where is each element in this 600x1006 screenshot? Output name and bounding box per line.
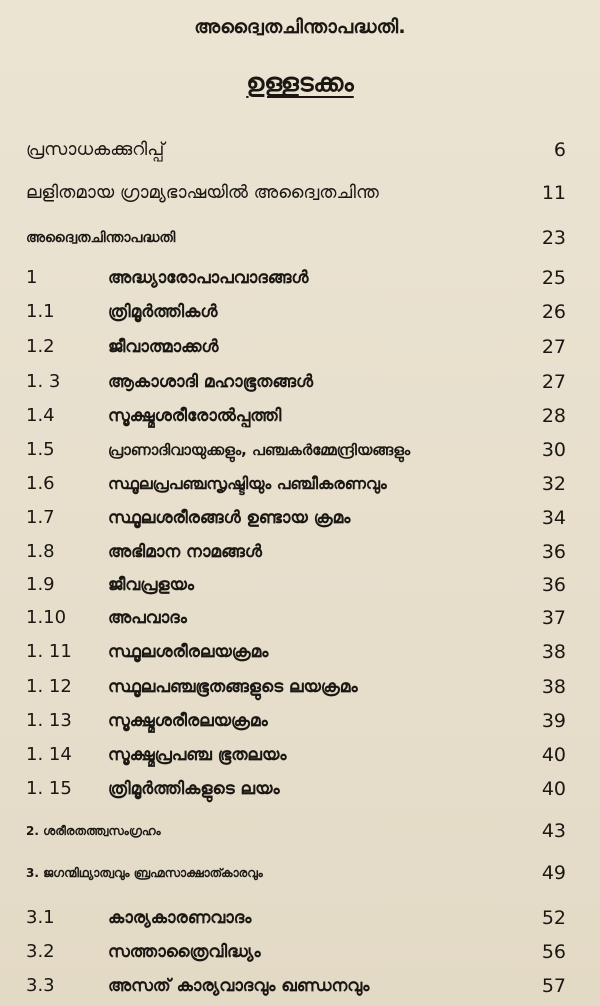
- toc-entry-title: ജീവാത്മാക്കൾ: [108, 337, 219, 357]
- toc-entry: [0, 637, 600, 667]
- toc-entry-number: 1.6: [26, 473, 55, 494]
- toc-entry-page: 25: [541, 267, 566, 289]
- toc-entry-main-heading: [0, 223, 600, 253]
- toc-entry-page: 43: [541, 820, 566, 842]
- toc-entry-number: 1. 3: [26, 371, 61, 392]
- toc-entry-page: 56: [541, 941, 566, 963]
- toc-entry-page: 36: [541, 574, 566, 596]
- toc-entry-number: 1. 14: [26, 744, 72, 765]
- toc-entry-number: 1. 11: [26, 641, 72, 662]
- toc-entry-number: 1.1: [26, 301, 55, 322]
- toc-entry-page: 38: [541, 641, 566, 663]
- toc-entry: [0, 263, 600, 293]
- book-title: അദ്വൈതചിന്താപദ്ധതി.: [194, 16, 406, 38]
- toc-entry-number: 1.10: [26, 607, 67, 628]
- toc-entry: [0, 706, 600, 736]
- toc-entry: [0, 297, 600, 327]
- toc-entry-title: അസത് കാര്യവാദവും ഖണ്ഡനവും: [108, 976, 370, 996]
- toc-entry-intro: [0, 178, 600, 208]
- toc-entry-page: 32: [541, 473, 566, 495]
- toc-entry-title: 2. ശരീരതത്ത്വസംഗ്രഹം: [26, 824, 161, 838]
- toc-entry-title: പ്രസാധകക്കുറിപ്പ്: [26, 139, 165, 160]
- toc-entry-title: അദ്വൈതചിന്താപദ്ധതി: [26, 230, 176, 246]
- toc-entry-title: സൂക്ഷ്മശരീരലയക്രമം: [108, 711, 268, 731]
- toc-entry: [0, 774, 600, 804]
- toc-entry-page: 38: [541, 676, 566, 698]
- toc-entry: [0, 503, 600, 533]
- toc-entry: [0, 570, 600, 600]
- toc-entry: [0, 469, 600, 499]
- toc-entry-number: 3.2: [26, 941, 55, 962]
- toc-entry-number: 1.4: [26, 405, 55, 426]
- toc-entry-page: 23: [541, 227, 566, 249]
- toc-entry-number: 1.5: [26, 439, 55, 460]
- toc-heading: ഉള്ളടക്കം: [246, 68, 354, 97]
- toc-entry-number: 1: [26, 267, 38, 288]
- toc-entry-page: 57: [541, 975, 566, 997]
- toc-entry-page: 49: [541, 862, 566, 884]
- toc-entry-title: അഭിമാന നാമങ്ങൾ: [108, 542, 262, 562]
- toc-entry-title: സ്ഥൂലപഞ്ചഭൂതങ്ങളുടെ ലയക്രമം: [108, 677, 358, 697]
- toc-entry-number: 1.8: [26, 541, 55, 562]
- toc-entry-title: സ്ഥൂലശരീരലയക്രമം: [108, 642, 269, 662]
- toc-entry-page: 27: [541, 371, 566, 393]
- toc-entry-title: സ്ഥൂലപ്രപഞ്ചസൃഷ്ടിയും പഞ്ചീകരണവും: [108, 474, 387, 493]
- toc-entry: [0, 603, 600, 633]
- toc-entry-title: അദ്ധ്യാരോപാപവാദങ്ങൾ: [108, 268, 309, 288]
- toc-entry: [0, 367, 600, 397]
- toc-entry-title: പ്രാണാദിവായുക്കളും, പഞ്ചകർമ്മേന്ദ്രിയങ്ങളും: [108, 441, 411, 459]
- toc-entry: [0, 672, 600, 702]
- toc-entry-title: സ്ഥൂലശരീരങ്ങൾ ഉണ്ടായ ക്രമം: [108, 508, 351, 528]
- toc-entry-page: 40: [541, 778, 566, 800]
- toc-entry-number: 3.1: [26, 907, 55, 928]
- toc-entry-title: സത്താത്രൈവിദ്ധ്യം: [108, 942, 261, 962]
- toc-entry: [0, 971, 600, 1001]
- toc-entry: [0, 435, 600, 465]
- toc-entry-page: 40: [541, 744, 566, 766]
- toc-entry-preface: [0, 135, 600, 165]
- toc-entry-page: 26: [541, 301, 566, 323]
- toc-entry-page: 28: [541, 405, 566, 427]
- toc-entry-title: ജീവപ്രളയം: [108, 575, 195, 595]
- toc-entry-number: 1.2: [26, 336, 55, 357]
- toc-entry: [0, 401, 600, 431]
- toc-entry-page: 27: [541, 336, 566, 358]
- toc-section-heading: [0, 816, 600, 846]
- toc-entry-title: സൂക്ഷ്മശരീരോൽപ്പത്തി: [108, 406, 282, 426]
- toc-entry: [0, 332, 600, 362]
- toc-entry-page: 52: [541, 907, 566, 929]
- toc-entry: [0, 937, 600, 967]
- toc-entry-title: ത്രിമൂർത്തികളുടെ ലയം: [108, 779, 280, 799]
- toc-entry-title: ത്രിമൂർത്തികൾ: [108, 302, 218, 322]
- toc-entry-number: 1. 12: [26, 676, 72, 697]
- toc-entry-title: ആകാശാദി മഹാഭൂതങ്ങൾ: [108, 372, 314, 392]
- toc-entry-title: കാര്യകാരണവാദം: [108, 908, 252, 928]
- toc-entry-title: ലളിതമായ ഗ്രാമ്യഭാഷയിൽ അദ്വൈതചിന്ത: [26, 182, 379, 203]
- toc-entry-title: 3. ജഗന്മിഥ്യാത്വവും ബ്രഹ്മസാക്ഷാത്കാരവും: [26, 866, 263, 880]
- toc-entry-page: 11: [541, 182, 566, 204]
- toc-entry-page: 30: [541, 439, 566, 461]
- toc-entry-number: 1.7: [26, 507, 55, 528]
- toc-entry-number: 1.9: [26, 574, 55, 595]
- toc-entry-number: 1. 15: [26, 778, 72, 799]
- toc-entry: [0, 740, 600, 770]
- toc-entry-page: 6: [553, 139, 566, 161]
- toc-entry: [0, 903, 600, 933]
- toc-entry-title: സൂക്ഷ്മപ്രപഞ്ച ഭൂതലയം: [108, 745, 287, 765]
- toc-section-heading: [0, 858, 600, 888]
- toc-entry-page: 36: [541, 541, 566, 563]
- toc-entry: [0, 537, 600, 567]
- toc-entry-page: 39: [541, 710, 566, 732]
- toc-entry-number: 1. 13: [26, 710, 72, 731]
- toc-entry-page: 37: [541, 607, 566, 629]
- toc-entry-number: 3.3: [26, 975, 55, 996]
- toc-entry-page: 34: [541, 507, 566, 529]
- toc-entry-title: അപവാദം: [108, 608, 187, 628]
